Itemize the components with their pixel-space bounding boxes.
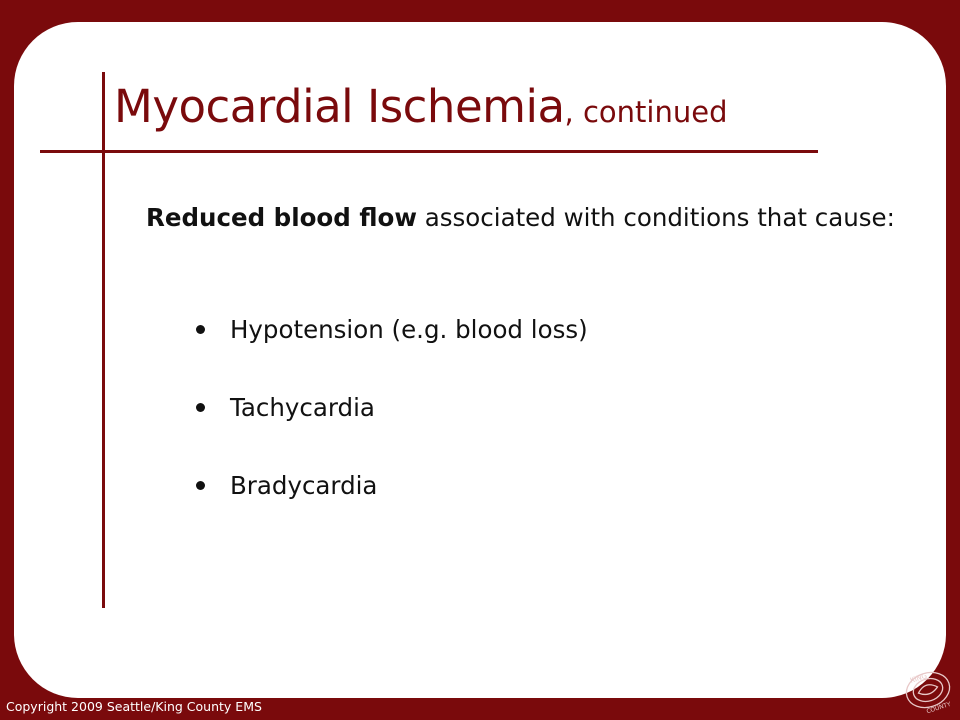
slide-title-suffix: , continued — [564, 95, 728, 129]
slide-title — [114, 80, 728, 133]
intro-paragraph — [146, 200, 926, 236]
copyright-footer: Copyright 2009 Seattle/King County EMS — [6, 699, 262, 714]
intro-bold-text: Reduced blood flow — [146, 203, 417, 232]
horizontal-accent-rule — [40, 150, 818, 153]
bullet-text: Bradycardia — [230, 471, 378, 500]
bullet-dot-icon — [196, 481, 205, 490]
seal-text-bottom: COUNTY — [925, 700, 952, 716]
intro-text: associated with conditions that cause: — [416, 203, 895, 232]
bullet-dot-icon — [196, 403, 205, 412]
slide-title-main: Myocardial Ischemia — [114, 80, 565, 133]
king-county-seal-icon — [900, 664, 956, 716]
bullet-text: Hypotension (e.g. blood loss) — [230, 315, 588, 344]
bullet-text: Tachycardia — [230, 393, 375, 422]
bullet-dot-icon — [196, 325, 205, 334]
seal-text-top: KING — [909, 671, 929, 685]
